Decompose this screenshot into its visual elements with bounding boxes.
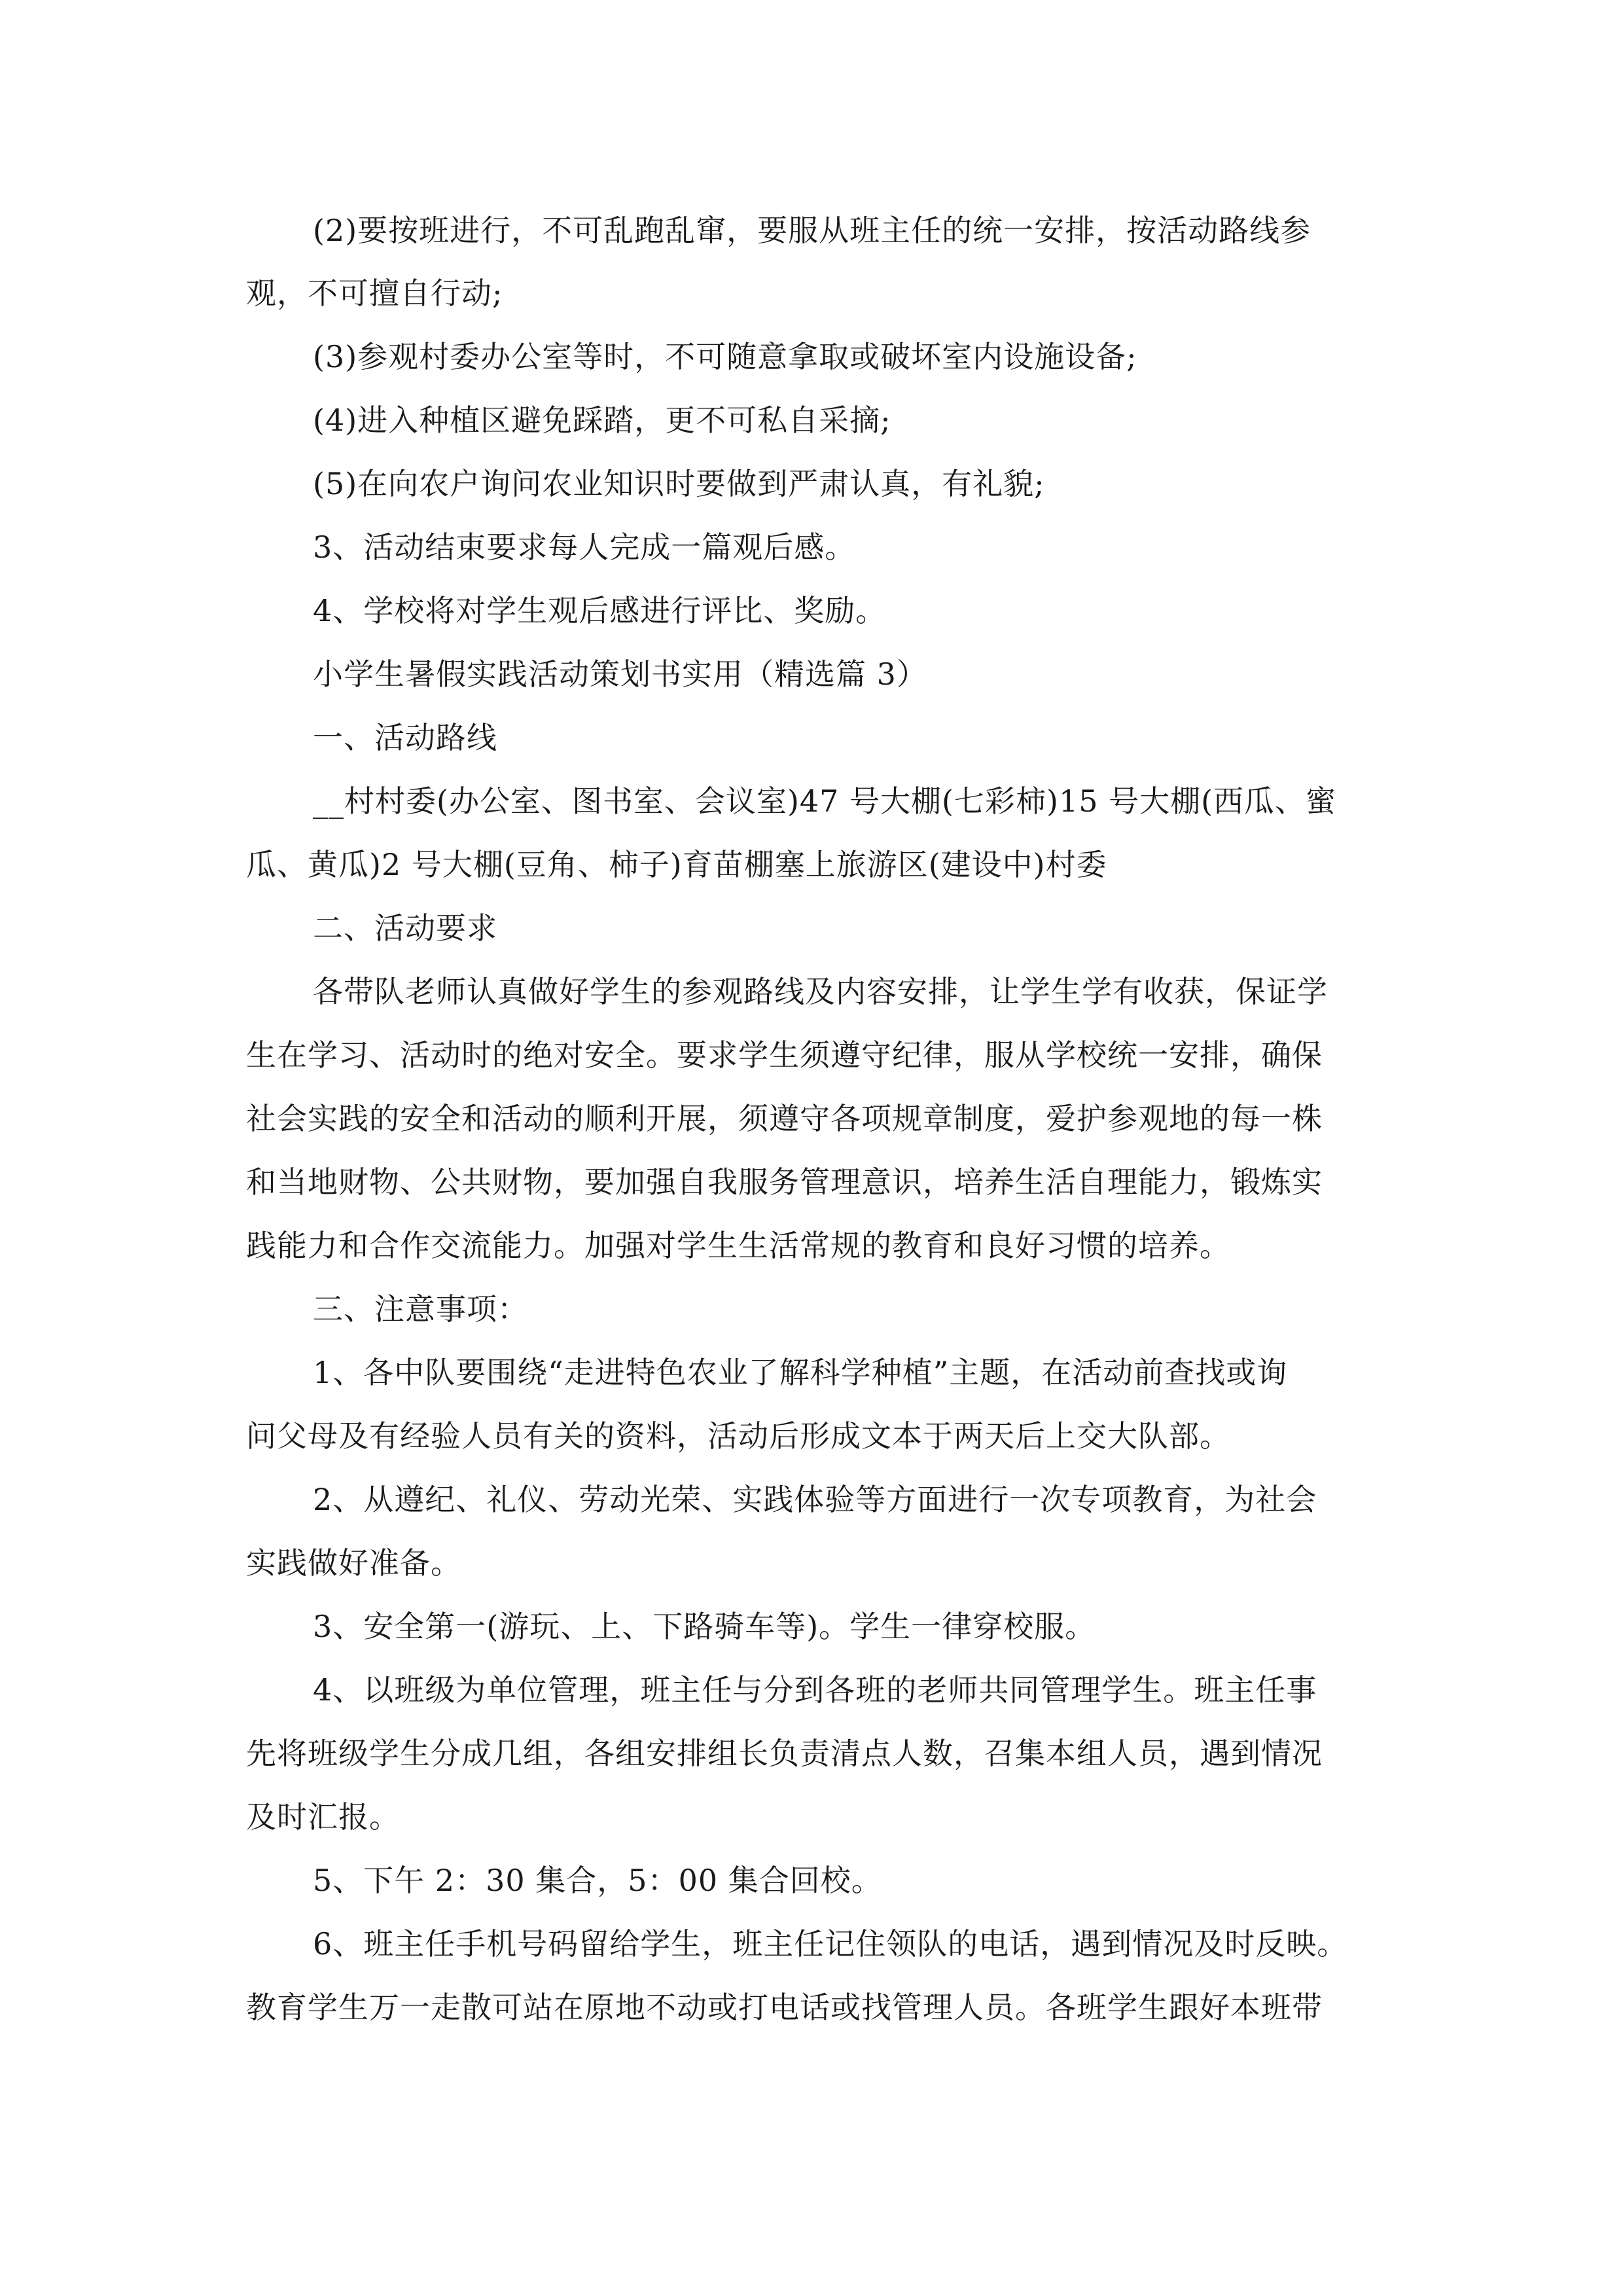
text-line: 3、活动结束要求每人完成一篇观后感。 [313, 529, 856, 565]
text-line: (5)在向农户询问农业知识时要做到严肃认真，有礼貌; [313, 466, 1045, 501]
text-line: 先将班级学生分成几组，各组安排组长负责清点人数，召集本组人员，遇到情况 [246, 1736, 1323, 1771]
section-heading: 三、注意事项： [313, 1291, 528, 1327]
text-line: 教育学生万一走散可站在原地不动或打电话或找管理人员。各班学生跟好本班带 [246, 1990, 1323, 2025]
text-line: 及时汇报。 [246, 1799, 400, 1835]
text-line: __村村委(办公室、图书室、会议室)47 号大棚(七彩柿)15 号大棚(西瓜、蜜 [313, 783, 1337, 819]
text-line: 2、从遵纪、礼仪、劳动光荣、实践体验等方面进行一次专项教育，为社会 [313, 1482, 1317, 1517]
section-heading: 小学生暑假实践活动策划书实用（精选篇 3） [313, 656, 927, 692]
text-line: (2)要按班进行，不可乱跑乱窜，要服从班主任的统一安排，按活动路线参 [313, 213, 1311, 248]
section-heading: 二、活动要求 [313, 910, 497, 946]
text-line: 问父母及有经验人员有关的资料，活动后形成文本于两天后上交大队部。 [246, 1418, 1230, 1454]
text-line: (4)进入种植区避免踩踏，更不可私自采摘; [313, 403, 891, 438]
text-line: (3)参观村委办公室等时，不可随意拿取或破坏室内设施设备; [313, 339, 1137, 374]
text-line: 3、安全第一(游玩、上、下路骑车等)。学生一律穿校服。 [313, 1609, 1096, 1644]
text-line: 6、班主任手机号码留给学生，班主任记住领队的电话，遇到情况及时反映。 [313, 1926, 1348, 1962]
text-line: 各带队老师认真做好学生的参观路线及内容安排，让学生学有收获，保证学 [313, 974, 1328, 1009]
text-line: 4、以班级为单位管理，班主任与分到各班的老师共同管理学生。班主任事 [313, 1672, 1317, 1708]
text-line: 生在学习、活动时的绝对安全。要求学生须遵守纪律，服从学校统一安排，确保 [246, 1037, 1323, 1073]
text-line: 社会实践的安全和活动的顺利开展，须遵守各项规章制度，爱护参观地的每一株 [246, 1101, 1323, 1136]
text-line: 实践做好准备。 [246, 1545, 461, 1581]
text-line: 践能力和合作交流能力。加强对学生生活常规的教育和良好习惯的培养。 [246, 1228, 1230, 1263]
text-line: 瓜、黄瓜)2 号大棚(豆角、柿子)育苗棚塞上旅游区(建设中)村委 [246, 847, 1107, 882]
text-line: 4、学校将对学生观后感进行评比、奖励。 [313, 593, 887, 628]
text-line: 5、下午 2：30 集合，5：00 集合回校。 [313, 1863, 882, 1898]
text-line: 观，不可擅自行动; [246, 276, 503, 311]
text-line: 和当地财物、公共财物，要加强自我服务管理意识，培养生活自理能力，锻炼实 [246, 1164, 1323, 1200]
text-line: 1、各中队要围绕“走进特色农业了解科学种植”主题，在活动前查找或询 [313, 1355, 1288, 1390]
section-heading: 一、活动路线 [313, 720, 497, 755]
